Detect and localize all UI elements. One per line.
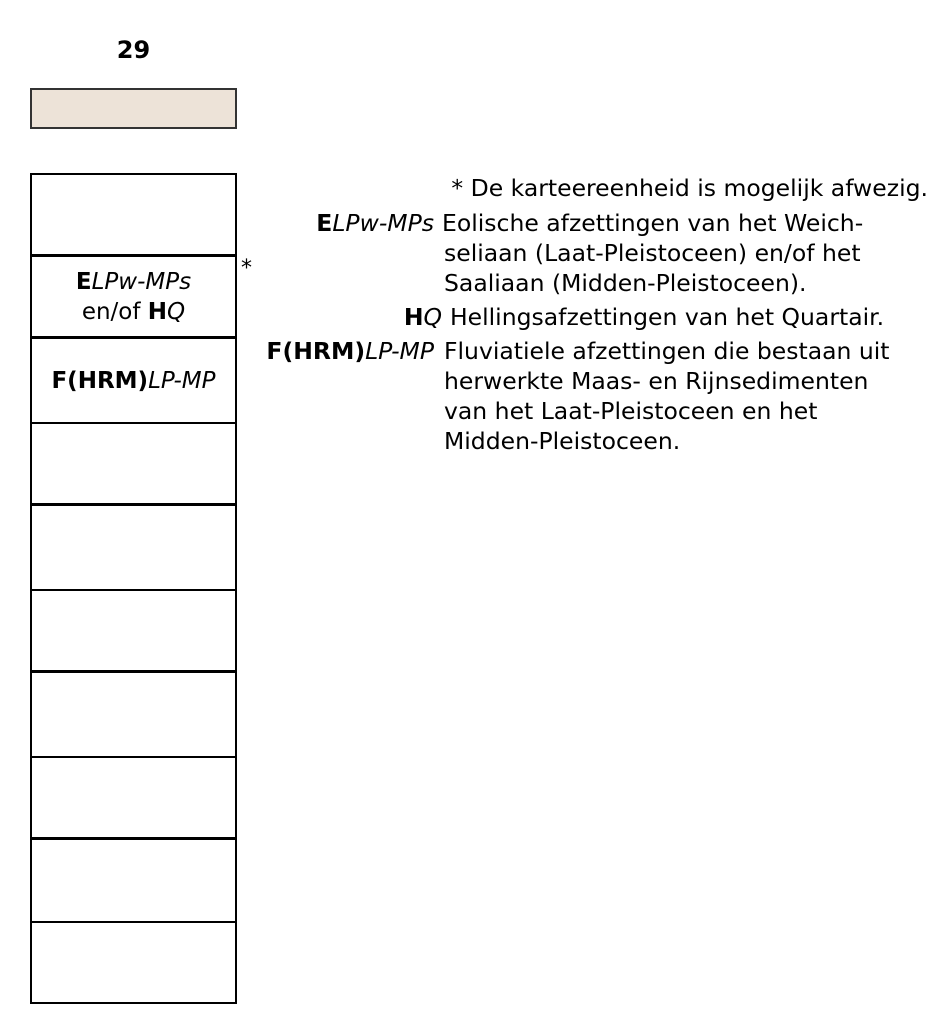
layer-9 <box>30 838 237 923</box>
column-title: 29 <box>116 36 151 64</box>
layer-3-line-1 <box>51 366 215 396</box>
layer-2-code-italic: LPw-MPs <box>91 268 192 295</box>
legend-desc-eolian-line-2: seliaan (Laat-Pleistoceen) en/of het <box>444 239 861 267</box>
layer-2-eolian-or-slope <box>30 255 237 338</box>
legend-desc-fluvial-line-4: Midden-Pleistoceen. <box>444 427 681 455</box>
layer-2-alt-bold: H <box>147 298 168 325</box>
layer-3-code-italic: LP-MP <box>148 367 216 394</box>
legend-code-eolian-italic: LPw-MPs <box>332 209 434 237</box>
legend-desc-fluvial-line-3: van het Laat-Pleistoceen en het <box>444 397 818 425</box>
layer-8 <box>30 756 237 839</box>
color-swatch <box>30 88 237 129</box>
legend-desc-eolian-line-1: Eolische afzettingen van het Weich- <box>442 209 864 237</box>
legend-desc-eolian-line-3: Saaliaan (Midden-Pleistoceen). <box>444 269 807 297</box>
layer-1 <box>30 173 237 256</box>
layer-2-alt-italic: Q <box>167 298 186 325</box>
legend-code-slope <box>404 302 442 332</box>
legend-code-slope-italic: Q <box>423 303 442 331</box>
layer-2-connector: en/of <box>81 298 141 325</box>
legend-code-fluvial-italic: LP-MP <box>365 337 434 365</box>
legend-code-eolian <box>316 208 434 238</box>
legend-desc-fluvial-line-1: Fluviatiele afzettingen die bestaan uit <box>444 337 890 365</box>
absence-marker: * <box>241 256 252 281</box>
legend-code-fluvial <box>266 336 434 366</box>
layer-2-line-2 <box>82 297 185 327</box>
layer-5 <box>30 504 237 591</box>
legend-code-eolian-bold: E <box>316 209 333 237</box>
legend-desc-slope-line-1: Hellingsafzettingen van het Quartair. <box>450 303 885 331</box>
layer-4 <box>30 422 237 505</box>
legend-desc-fluvial-line-2: herwerkte Maas- en Rijnsedimenten <box>444 367 869 395</box>
legend-code-fluvial-bold: F(HRM) <box>266 337 366 365</box>
layer-6 <box>30 589 237 672</box>
layer-2-line-1 <box>76 267 191 297</box>
layer-10 <box>30 921 237 1004</box>
layer-3-fluvial <box>30 337 237 424</box>
layer-2-code-bold: E <box>75 268 92 295</box>
layer-3-code-bold: F(HRM) <box>51 367 149 394</box>
legend-note: * De karteereenheid is mogelijk afwezig. <box>451 174 928 202</box>
legend-code-slope-bold: H <box>403 303 424 331</box>
layer-7 <box>30 671 237 758</box>
